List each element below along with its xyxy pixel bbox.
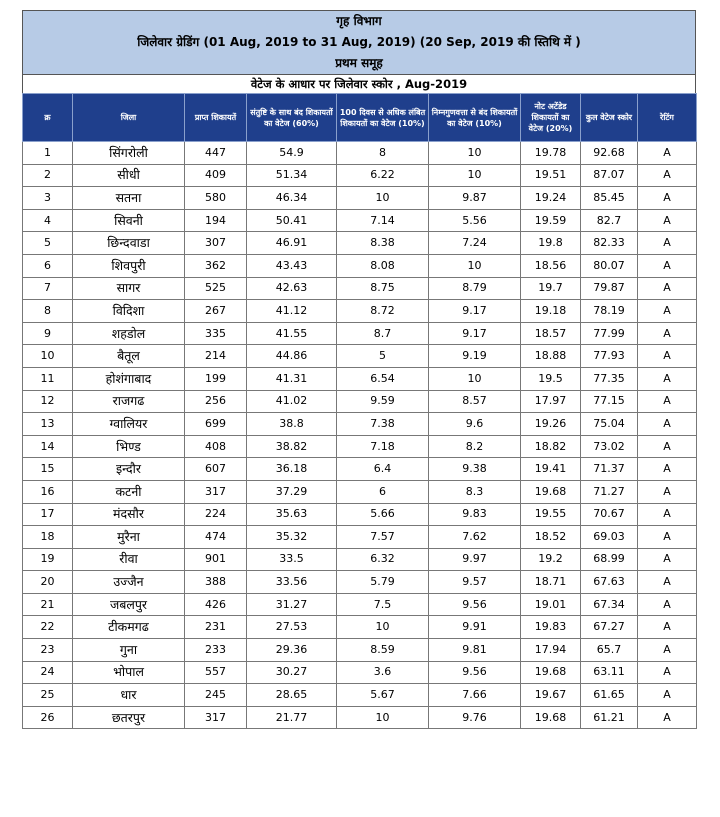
table-cell: 31.27 bbox=[247, 593, 337, 616]
table-cell: 317 bbox=[185, 480, 247, 503]
table-cell: 5 bbox=[23, 232, 73, 255]
table-cell: 214 bbox=[185, 345, 247, 368]
table-cell: 7.38 bbox=[337, 413, 429, 436]
table-cell: बैतूल bbox=[73, 345, 185, 368]
table-cell: 21 bbox=[23, 593, 73, 616]
table-cell: 41.31 bbox=[247, 367, 337, 390]
table-cell: A bbox=[638, 164, 697, 187]
table-cell: 474 bbox=[185, 526, 247, 549]
table-cell: 7.18 bbox=[337, 435, 429, 458]
table-cell: 79.87 bbox=[581, 277, 638, 300]
table-cell: 5.67 bbox=[337, 684, 429, 707]
table-cell: धार bbox=[73, 684, 185, 707]
table-cell: 38.82 bbox=[247, 435, 337, 458]
table-cell: 19.8 bbox=[521, 232, 581, 255]
table-cell: 1 bbox=[23, 142, 73, 165]
group-title: प्रथम समूह bbox=[335, 56, 383, 70]
table-cell: 9.91 bbox=[429, 616, 521, 639]
table-cell: A bbox=[638, 684, 697, 707]
table-cell: 70.67 bbox=[581, 503, 638, 526]
table-cell: 3.6 bbox=[337, 661, 429, 684]
table-row bbox=[23, 277, 697, 300]
table-cell: 50.41 bbox=[247, 209, 337, 232]
table-cell: 37.29 bbox=[247, 480, 337, 503]
table-cell: 85.45 bbox=[581, 187, 638, 210]
table-cell: A bbox=[638, 142, 697, 165]
table-cell: इन्दौर bbox=[73, 458, 185, 481]
table-cell: 78.19 bbox=[581, 300, 638, 323]
table-cell: जबलपुर bbox=[73, 593, 185, 616]
table-cell: 9.6 bbox=[429, 413, 521, 436]
column-header: जिला bbox=[73, 94, 185, 142]
table-cell: सिंगरोली bbox=[73, 142, 185, 165]
table-subtitle: वेटेज के आधार पर जिलेवार स्कोर , Aug-2019 bbox=[22, 74, 696, 93]
column-header: रेटिंग bbox=[638, 94, 697, 142]
table-cell: A bbox=[638, 593, 697, 616]
column-header: क्र bbox=[23, 94, 73, 142]
column-header: कुल वेटेज स्कोर bbox=[581, 94, 638, 142]
table-cell: 28.65 bbox=[247, 684, 337, 707]
table-cell: 426 bbox=[185, 593, 247, 616]
table-row bbox=[23, 254, 697, 277]
table-cell: 18.56 bbox=[521, 254, 581, 277]
column-header: नोट अटेंडेड शिकायतों का वेटेज (20%) bbox=[521, 94, 581, 142]
table-cell: A bbox=[638, 300, 697, 323]
table-row bbox=[23, 367, 697, 390]
table-cell: 194 bbox=[185, 209, 247, 232]
column-header: संतुष्टि के साथ बंद शिकायतों का वेटेज (60%) bbox=[247, 94, 337, 142]
table-cell: 73.02 bbox=[581, 435, 638, 458]
table-cell: भोपाल bbox=[73, 661, 185, 684]
table-cell: 447 bbox=[185, 142, 247, 165]
table-cell: 362 bbox=[185, 254, 247, 277]
table-cell: 9.17 bbox=[429, 300, 521, 323]
table-cell: कटनी bbox=[73, 480, 185, 503]
table-cell: सतना bbox=[73, 187, 185, 210]
table-cell: 11 bbox=[23, 367, 73, 390]
table-cell: 67.27 bbox=[581, 616, 638, 639]
table-cell: 67.63 bbox=[581, 571, 638, 594]
table-cell: 92.68 bbox=[581, 142, 638, 165]
table-cell: 4 bbox=[23, 209, 73, 232]
table-cell: 409 bbox=[185, 164, 247, 187]
table-cell: 9.38 bbox=[429, 458, 521, 481]
table-row bbox=[23, 548, 697, 571]
table-cell: A bbox=[638, 616, 697, 639]
table-cell: मंदसौर bbox=[73, 503, 185, 526]
table-cell: 8.75 bbox=[337, 277, 429, 300]
table-cell: 6 bbox=[23, 254, 73, 277]
table-cell: 71.37 bbox=[581, 458, 638, 481]
column-header: 100 दिवस से अधिक लंबित शिकायतों का वेटेज (10%) bbox=[337, 94, 429, 142]
table-row bbox=[23, 661, 697, 684]
table-cell: 6.32 bbox=[337, 548, 429, 571]
table-cell: 8.59 bbox=[337, 639, 429, 662]
table-cell: 19.78 bbox=[521, 142, 581, 165]
table-cell: 41.55 bbox=[247, 322, 337, 345]
table-cell: 18.82 bbox=[521, 435, 581, 458]
table-cell: 901 bbox=[185, 548, 247, 571]
table-cell: 8.72 bbox=[337, 300, 429, 323]
column-header: निम्नगुणवत्ता से बंद शिकायतों का वेटेज (10%) bbox=[429, 94, 521, 142]
report-title: जिलेवार ग्रेडिंग (01 Aug, 2019 to 31 Aug, 2019) (20 Sep, 2019 की स्तिथि में ) bbox=[137, 35, 581, 49]
table-cell: 22 bbox=[23, 616, 73, 639]
table-cell: 5 bbox=[337, 345, 429, 368]
table-cell: 7.24 bbox=[429, 232, 521, 255]
table-row bbox=[23, 571, 697, 594]
table-cell: 557 bbox=[185, 661, 247, 684]
table-row bbox=[23, 435, 697, 458]
table-cell: A bbox=[638, 526, 697, 549]
table-cell: 25 bbox=[23, 684, 73, 707]
table-row bbox=[23, 345, 697, 368]
table-cell: 15 bbox=[23, 458, 73, 481]
table-cell: 19.01 bbox=[521, 593, 581, 616]
table-cell: 317 bbox=[185, 706, 247, 729]
table-cell: 10 bbox=[429, 254, 521, 277]
table-cell: 20 bbox=[23, 571, 73, 594]
table-cell: 8.38 bbox=[337, 232, 429, 255]
table-cell: 7.57 bbox=[337, 526, 429, 549]
table-cell: 77.93 bbox=[581, 345, 638, 368]
table-cell: 335 bbox=[185, 322, 247, 345]
table-cell: 19.68 bbox=[521, 661, 581, 684]
table-cell: 8.79 bbox=[429, 277, 521, 300]
table-cell: 19.5 bbox=[521, 367, 581, 390]
table-cell: 19.24 bbox=[521, 187, 581, 210]
table-cell: 16 bbox=[23, 480, 73, 503]
table-row bbox=[23, 684, 697, 707]
table-cell: 17 bbox=[23, 503, 73, 526]
table-cell: 8.2 bbox=[429, 435, 521, 458]
table-cell: 9.87 bbox=[429, 187, 521, 210]
table-cell: 5.56 bbox=[429, 209, 521, 232]
table-cell: A bbox=[638, 390, 697, 413]
table-row bbox=[23, 232, 697, 255]
table-cell: 9.59 bbox=[337, 390, 429, 413]
table-cell: 2 bbox=[23, 164, 73, 187]
table-cell: 13 bbox=[23, 413, 73, 436]
table-cell: 7.14 bbox=[337, 209, 429, 232]
table-cell: रीवा bbox=[73, 548, 185, 571]
table-cell: 36.18 bbox=[247, 458, 337, 481]
table-cell: 9.83 bbox=[429, 503, 521, 526]
table-cell: 607 bbox=[185, 458, 247, 481]
table-cell: 71.27 bbox=[581, 480, 638, 503]
table-cell: A bbox=[638, 209, 697, 232]
table-cell: 19.18 bbox=[521, 300, 581, 323]
table-cell: 8.7 bbox=[337, 322, 429, 345]
column-header: प्राप्त शिकायतें bbox=[185, 94, 247, 142]
table-cell: 77.15 bbox=[581, 390, 638, 413]
table-cell: 75.04 bbox=[581, 413, 638, 436]
table-cell: 10 bbox=[429, 164, 521, 187]
table-cell: उज्जैन bbox=[73, 571, 185, 594]
table-cell: 18.57 bbox=[521, 322, 581, 345]
table-cell: 5.79 bbox=[337, 571, 429, 594]
table-cell: सीधी bbox=[73, 164, 185, 187]
table-cell: मुरैना bbox=[73, 526, 185, 549]
table-cell: 82.7 bbox=[581, 209, 638, 232]
table-cell: 67.34 bbox=[581, 593, 638, 616]
table-cell: 30.27 bbox=[247, 661, 337, 684]
table-cell: 7.62 bbox=[429, 526, 521, 549]
table-cell: 68.99 bbox=[581, 548, 638, 571]
table-cell: 82.33 bbox=[581, 232, 638, 255]
table-cell: 18.71 bbox=[521, 571, 581, 594]
table-cell: A bbox=[638, 480, 697, 503]
table-cell: 8 bbox=[23, 300, 73, 323]
table-row bbox=[23, 503, 697, 526]
table-cell: A bbox=[638, 367, 697, 390]
table-cell: 17.97 bbox=[521, 390, 581, 413]
table-cell: 19.7 bbox=[521, 277, 581, 300]
table-cell: 35.63 bbox=[247, 503, 337, 526]
table-row bbox=[23, 322, 697, 345]
table-cell: 199 bbox=[185, 367, 247, 390]
table-cell: 46.34 bbox=[247, 187, 337, 210]
table-cell: 65.7 bbox=[581, 639, 638, 662]
table-cell: 77.35 bbox=[581, 367, 638, 390]
table-cell: 6.22 bbox=[337, 164, 429, 187]
report-header bbox=[22, 10, 696, 74]
table-cell: सागर bbox=[73, 277, 185, 300]
table-cell: A bbox=[638, 187, 697, 210]
table-cell: 14 bbox=[23, 435, 73, 458]
table-cell: 12 bbox=[23, 390, 73, 413]
table-cell: 10 bbox=[337, 616, 429, 639]
table-cell: 44.86 bbox=[247, 345, 337, 368]
table-cell: 6.54 bbox=[337, 367, 429, 390]
table-cell: 26 bbox=[23, 706, 73, 729]
table-cell: A bbox=[638, 661, 697, 684]
table-row bbox=[23, 164, 697, 187]
table-cell: 9.76 bbox=[429, 706, 521, 729]
table-header-row bbox=[23, 94, 697, 142]
table-row bbox=[23, 706, 697, 729]
table-cell: 3 bbox=[23, 187, 73, 210]
table-cell: 46.91 bbox=[247, 232, 337, 255]
table-cell: 8.57 bbox=[429, 390, 521, 413]
table-row bbox=[23, 526, 697, 549]
table-cell: छतरपुर bbox=[73, 706, 185, 729]
table-cell: शिवपुरी bbox=[73, 254, 185, 277]
table-cell: 245 bbox=[185, 684, 247, 707]
table-cell: 256 bbox=[185, 390, 247, 413]
table-cell: 9.56 bbox=[429, 661, 521, 684]
table-cell: 18.88 bbox=[521, 345, 581, 368]
table-cell: 87.07 bbox=[581, 164, 638, 187]
table-cell: 61.21 bbox=[581, 706, 638, 729]
table-cell: 17.94 bbox=[521, 639, 581, 662]
table-cell: 525 bbox=[185, 277, 247, 300]
table-row bbox=[23, 390, 697, 413]
table-cell: 10 bbox=[429, 142, 521, 165]
table-row bbox=[23, 209, 697, 232]
table-cell: 7.66 bbox=[429, 684, 521, 707]
table-cell: विदिशा bbox=[73, 300, 185, 323]
table-cell: A bbox=[638, 503, 697, 526]
table-cell: 233 bbox=[185, 639, 247, 662]
table-cell: 10 bbox=[337, 187, 429, 210]
table-cell: 19.68 bbox=[521, 706, 581, 729]
table-row bbox=[23, 480, 697, 503]
table-cell: सिवनी bbox=[73, 209, 185, 232]
table-cell: 699 bbox=[185, 413, 247, 436]
table-cell: 224 bbox=[185, 503, 247, 526]
table-cell: 10 bbox=[23, 345, 73, 368]
table-cell: 231 bbox=[185, 616, 247, 639]
table-cell: 7 bbox=[23, 277, 73, 300]
table-cell: 10 bbox=[337, 706, 429, 729]
table-cell: 19.68 bbox=[521, 480, 581, 503]
table-cell: 267 bbox=[185, 300, 247, 323]
table-cell: 6 bbox=[337, 480, 429, 503]
table-cell: A bbox=[638, 322, 697, 345]
table-cell: 408 bbox=[185, 435, 247, 458]
table-cell: शहडोल bbox=[73, 322, 185, 345]
table-cell: 9.57 bbox=[429, 571, 521, 594]
table-cell: छिन्दवाडा bbox=[73, 232, 185, 255]
table-cell: 61.65 bbox=[581, 684, 638, 707]
table-row bbox=[23, 142, 697, 165]
table-cell: टीकमगढ bbox=[73, 616, 185, 639]
table-cell: 19.51 bbox=[521, 164, 581, 187]
table-cell: 41.02 bbox=[247, 390, 337, 413]
table-cell: 9.56 bbox=[429, 593, 521, 616]
table-cell: ग्वालियर bbox=[73, 413, 185, 436]
table-cell: 580 bbox=[185, 187, 247, 210]
table-cell: 307 bbox=[185, 232, 247, 255]
table-cell: 27.53 bbox=[247, 616, 337, 639]
table-cell: 7.5 bbox=[337, 593, 429, 616]
table-cell: 18.52 bbox=[521, 526, 581, 549]
district-score-table bbox=[22, 93, 697, 729]
department-title: गृह विभाग bbox=[336, 14, 382, 28]
table-cell: 19.59 bbox=[521, 209, 581, 232]
table-row bbox=[23, 616, 697, 639]
table-cell: 388 bbox=[185, 571, 247, 594]
table-row bbox=[23, 300, 697, 323]
table-cell: A bbox=[638, 277, 697, 300]
table-cell: 19.83 bbox=[521, 616, 581, 639]
table-cell: 10 bbox=[429, 367, 521, 390]
table-cell: 19.55 bbox=[521, 503, 581, 526]
table-row bbox=[23, 187, 697, 210]
table-cell: 43.43 bbox=[247, 254, 337, 277]
table-cell: 80.07 bbox=[581, 254, 638, 277]
table-cell: 19.41 bbox=[521, 458, 581, 481]
table-cell: 18 bbox=[23, 526, 73, 549]
table-cell: 77.99 bbox=[581, 322, 638, 345]
table-cell: भिण्ड bbox=[73, 435, 185, 458]
table-row bbox=[23, 458, 697, 481]
table-cell: 19.67 bbox=[521, 684, 581, 707]
table-cell: 63.11 bbox=[581, 661, 638, 684]
table-body bbox=[23, 142, 697, 729]
table-cell: 21.77 bbox=[247, 706, 337, 729]
table-cell: 33.5 bbox=[247, 548, 337, 571]
table-cell: गुना bbox=[73, 639, 185, 662]
table-cell: A bbox=[638, 435, 697, 458]
table-cell: 8.3 bbox=[429, 480, 521, 503]
table-cell: 9 bbox=[23, 322, 73, 345]
table-cell: 29.36 bbox=[247, 639, 337, 662]
table-cell: 5.66 bbox=[337, 503, 429, 526]
table-cell: 35.32 bbox=[247, 526, 337, 549]
table-cell: A bbox=[638, 548, 697, 571]
table-cell: A bbox=[638, 458, 697, 481]
table-cell: 42.63 bbox=[247, 277, 337, 300]
table-cell: 19.26 bbox=[521, 413, 581, 436]
table-cell: A bbox=[638, 232, 697, 255]
table-row bbox=[23, 413, 697, 436]
table-cell: 9.81 bbox=[429, 639, 521, 662]
table-cell: 51.34 bbox=[247, 164, 337, 187]
table-cell: A bbox=[638, 639, 697, 662]
table-cell: 23 bbox=[23, 639, 73, 662]
table-cell: 33.56 bbox=[247, 571, 337, 594]
table-cell: 41.12 bbox=[247, 300, 337, 323]
table-cell: होशंगाबाद bbox=[73, 367, 185, 390]
table-cell: A bbox=[638, 413, 697, 436]
table-cell: A bbox=[638, 254, 697, 277]
table-cell: A bbox=[638, 571, 697, 594]
table-cell: 8 bbox=[337, 142, 429, 165]
table-cell: 6.4 bbox=[337, 458, 429, 481]
table-cell: 19 bbox=[23, 548, 73, 571]
table-cell: 54.9 bbox=[247, 142, 337, 165]
table-cell: 9.19 bbox=[429, 345, 521, 368]
table-cell: 8.08 bbox=[337, 254, 429, 277]
table-cell: 19.2 bbox=[521, 548, 581, 571]
table-cell: 9.97 bbox=[429, 548, 521, 571]
table-cell: 24 bbox=[23, 661, 73, 684]
table-cell: A bbox=[638, 345, 697, 368]
table-row bbox=[23, 593, 697, 616]
table-cell: राजगढ bbox=[73, 390, 185, 413]
table-cell: 38.8 bbox=[247, 413, 337, 436]
table-cell: 9.17 bbox=[429, 322, 521, 345]
table-cell: A bbox=[638, 706, 697, 729]
table-cell: 69.03 bbox=[581, 526, 638, 549]
grading-report bbox=[22, 10, 696, 729]
table-row bbox=[23, 639, 697, 662]
